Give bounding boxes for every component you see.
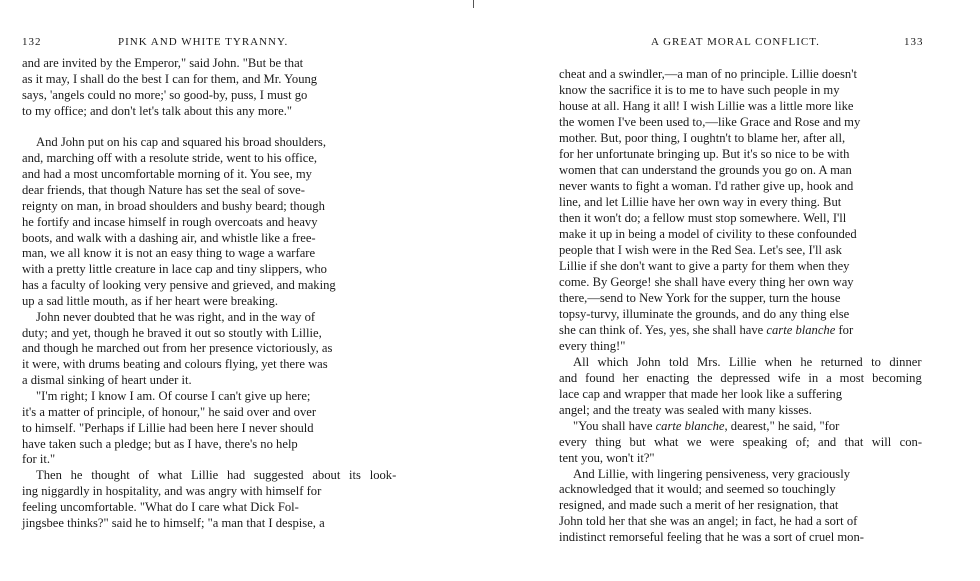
text-line: and though he marched out from her presence victoriously, as xyxy=(22,341,333,356)
text-line: people that I wish were in the Red Sea. Let's see, I'll ask xyxy=(559,242,842,257)
text-line: has a faculty of looking very pensive and grieved, and making xyxy=(22,278,336,293)
left-running-head: PINK AND WHITE TYRANNY. xyxy=(118,36,289,48)
text-line: man, we all know it is not an easy thing to wage a warfare xyxy=(22,246,316,261)
text-line: for it." xyxy=(22,452,56,467)
text-line: it were, with drums beating and colours flying, yet there was xyxy=(22,357,328,372)
right-running-head: A GREAT MORAL CONFLICT. xyxy=(651,36,820,48)
text-line: resigned, and made such a merit of her resignation, that xyxy=(559,498,839,513)
text-line: it's a matter of principle, of honour," he said over and over xyxy=(22,404,317,419)
text-line: duty; and yet, though he braved it out so stoutly with Lillie, xyxy=(22,325,322,340)
text-line: "I'm right; I know I am. Of course I can't give up here; xyxy=(36,389,311,403)
text-line: every thing but what we were speaking of; and that will con- xyxy=(559,434,923,449)
text-line: dear friends, that though Nature has set the seal of sove- xyxy=(22,182,305,197)
text-line: "You shall have carte blanche, dearest," he said, "for xyxy=(573,418,840,433)
text-line: there,—send to New York for the supper, turn the house xyxy=(559,290,841,305)
text-line: he fortify and incase himself in rough overcoats and heavy xyxy=(22,214,318,229)
text-line: acknowledged that it would; and seemed so touchingly xyxy=(559,482,836,497)
text-line: every thing!" xyxy=(559,338,626,353)
text-line: reignty on man, in broad shoulders and bushy beard; though xyxy=(22,198,325,213)
text-line: lace cap and wrapper that made her look like a suffering xyxy=(559,386,843,401)
text-line: ing niggardly in hospitality, and was angry with himself for xyxy=(22,484,322,499)
text-line: have taken such a pledge; but as I have, there's no help xyxy=(22,436,298,451)
text-line: And John put on his cap and squared his broad shoulders, xyxy=(36,135,326,150)
text-line: boots, and walk with a dashing air, and whistle like a free- xyxy=(22,230,316,245)
text-line: angel; and the treaty was sealed with many kisses. xyxy=(559,402,812,417)
text-line: John told her that she was an angel; in fact, he had a sort of xyxy=(559,514,858,529)
text-line: never wants to fight a woman. I'd rather give up, hook and xyxy=(559,178,854,193)
left-page-number: 132 xyxy=(22,36,42,48)
text-line: come. By George! she shall have every thing her own way xyxy=(559,274,854,289)
text-line: for her unfortunate bringing up. But it's so nice to be with xyxy=(559,146,850,161)
text-line: topsy-turvy, illuminate the grounds, and do any thing else xyxy=(559,306,850,321)
text-line: and found her enacting the depressed wife in a most becoming xyxy=(559,370,922,385)
text-line: know the sacrifice it is to me to have such people in my xyxy=(559,82,840,97)
text-line: women that can understand the grounds you go on. A man xyxy=(559,162,852,177)
text-line: line, and let Lillie have her own way in every thing. But xyxy=(559,194,842,209)
text-line: John never doubted that he was right, and in the way of xyxy=(36,309,316,324)
text-line: All which John told Mrs. Lillie when he returned to dinner xyxy=(573,354,922,369)
text-line: she can think of. Yes, yes, she shall have carte blanche for xyxy=(559,322,854,337)
right-page-number: 133 xyxy=(904,36,924,48)
text-line: as it may, I shall do the best I can for them, and Mr. Young xyxy=(22,71,318,86)
text-line: and had a most uncomfortable morning of it. You see, my xyxy=(22,167,312,182)
text-line: the women I've been used to,—like Grace and Rose and my xyxy=(559,114,861,129)
text-line: indistinct remorseful feeling that he was a sort of cruel mon- xyxy=(559,530,864,545)
text-line: tent you, won't it?" xyxy=(559,450,655,465)
text-line: house at all. Hang it all! I wish Lillie was a little more like xyxy=(559,98,854,113)
text-line: and, marching off with a resolute stride, went to his office, xyxy=(22,151,318,166)
right-page xyxy=(490,0,980,581)
text-line: make it up in being a model of civility to these confounded xyxy=(559,226,857,241)
text-line: Then he thought of what Lillie had suggested about its look- xyxy=(36,468,397,483)
text-line: up a sad little mouth, as if her heart were breaking. xyxy=(22,293,278,308)
text-line: Lillie if she don't want to give a party for them when they xyxy=(559,258,850,273)
text-line: mother. But, poor thing, I oughtn't to blame her, after all, xyxy=(559,130,846,145)
text-line: with a pretty little creature in lace cap and tiny slippers, who xyxy=(22,262,327,277)
text-line: says, 'angels could no more;' so good-by, puss, I must go xyxy=(22,87,308,102)
text-line: feeling uncomfortable. "What do I care what Dick Fol- xyxy=(22,499,299,514)
text-line: And Lillie, with lingering pensiveness, very graciously xyxy=(573,466,851,481)
text-line: a dismal sinking of heart under it. xyxy=(22,373,192,388)
text-line: to my office; and don't let's talk about this any more." xyxy=(22,103,293,118)
text-line: and are invited by the Emperor," said John. "But be that xyxy=(22,56,304,70)
text-line: jingsbee thinks?" said he to himself; "a man that I despise, a xyxy=(22,515,325,530)
text-line: cheat and a swindler,—a man of no principle. Lillie doesn't xyxy=(559,67,857,81)
text-line: to himself. "Perhaps if Lillie had been here I never should xyxy=(22,420,314,435)
text-line: then it won't do; a fellow must stop somewhere. Well, I'll xyxy=(559,210,847,225)
